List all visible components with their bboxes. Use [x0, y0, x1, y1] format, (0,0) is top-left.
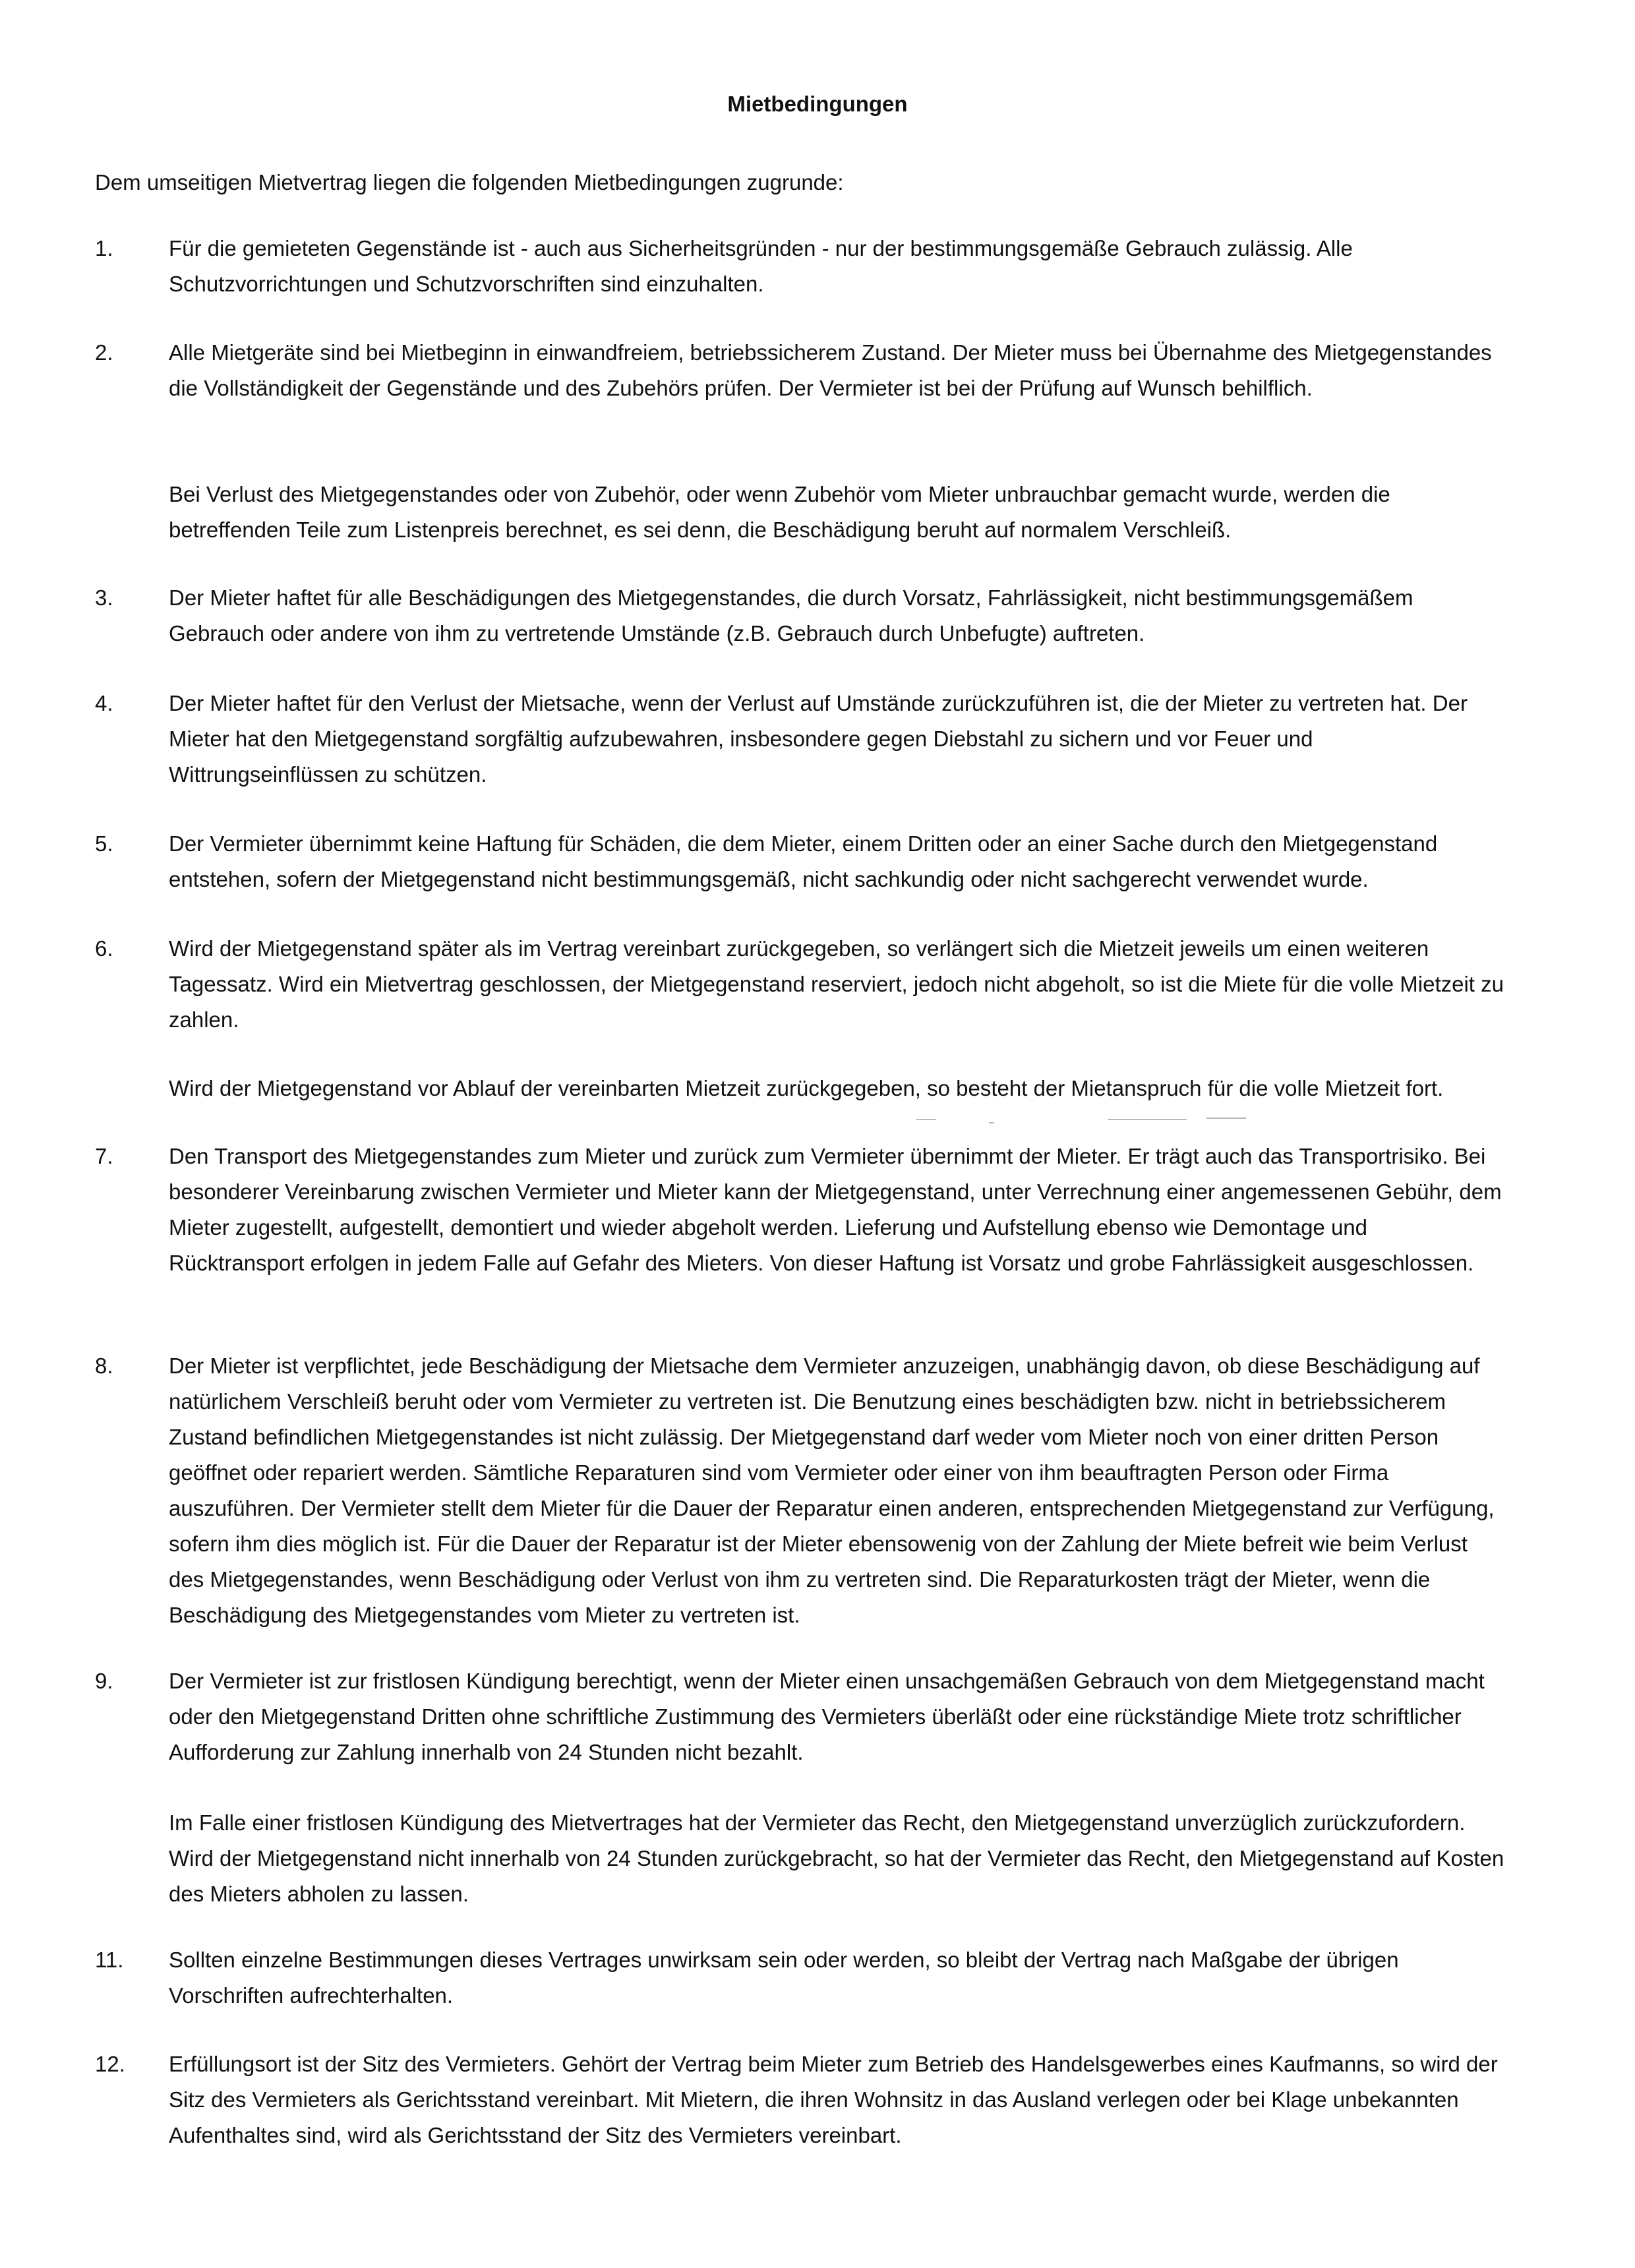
clause-paragraph: Der Mieter ist verpflichtet, jede Beschädigung der Mietsache dem Vermieter anzuzeigen, unabhängig davon, ob diese Beschädigung auf natürlichem Verschleiß beruht oder vom Vermieter zu vertreten ist. Die Benutzung eines beschädigten bzw. nicht in betriebssicherem Zustand befindlichen Mietgegenstandes ist nicht zulässig. Der Mietgegenstand darf weder vom Mieter noch von einer dritten Person geöffnet oder repariert werden. Sämtliche Reparaturen sind vom Vermieter oder einer von ihm beauftragten Person oder Firma auszuführen. Der Vermieter stellt dem Mieter für die Dauer der Reparatur einen anderen, entsprechenden Mietgegenstand zur Verfügung, sofern ihm dies möglich ist. Für die Dauer der Reparatur ist der Mieter ebensowenig von der Zahlung der Miete befreit wie beim Verlust des Mietgegenstandes, wenn Beschädigung oder Verlust von ihm zu vertreten sind. Die Reparaturkosten trägt der Mieter, wenn die Beschädigung des Mietgegenstandes vom Mieter zu vertreten ist. — [169, 1354, 1495, 1627]
clause-number: 5. — [95, 831, 113, 856]
clause-number: 12. — [95, 2052, 125, 2076]
clause-number: 3. — [95, 585, 113, 610]
clause-paragraph: Der Vermieter ist zur fristlosen Kündigung berechtigt, wenn der Mieter einen unsachgemäßen Gebrauch von dem Mietgegenstand macht oder den Mietgegenstand Dritten ohne schriftliche Zustimmung des Vermieters überläßt oder eine rückständige Miete trotz schriftlicher Aufforderung zur Zahlung innerhalb von 24 Stunden nicht bezahlt. — [169, 1669, 1485, 1764]
clause-paragraph: Im Falle einer fristlosen Kündigung des Mietvertrages hat der Vermieter das Recht, den Mietgegenstand unverzüglich zurückzufordern. Wird der Mietgegenstand nicht innerhalb von 24 Stunden zurückgebracht, so hat der Vermieter das Recht, den Mietgegenstand auf Kosten des Mieters abholen zu lassen. — [169, 1810, 1504, 1906]
scan-artifact — [1206, 1118, 1246, 1119]
clause-number: 7. — [95, 1144, 113, 1168]
scan-artifact — [1108, 1119, 1187, 1120]
scan-artifact — [916, 1119, 936, 1120]
clause-paragraph: Alle Mietgeräte sind bei Mietbeginn in einwandfreiem, betriebssicherem Zustand. Der Mieter muss bei Übernahme des Mietgegenstandes die Vollständigkeit der Gegenstände und des Zubehörs prüfen. Der Vermieter ist bei der Prüfung auf Wunsch behilflich. — [169, 340, 1492, 400]
clause-paragraph: Bei Verlust des Mietgegenstandes oder von Zubehör, oder wenn Zubehör vom Mieter unbrauchbar gemacht wurde, werden die betreffenden Teile zum Listenpreis berechnet, es sei denn, die Beschädigung beruht auf normalem Verschleiß. — [169, 482, 1390, 542]
clause-number: 6. — [95, 936, 113, 961]
document-title: Mietbedingungen — [727, 92, 908, 116]
clause-number: 11. — [95, 1948, 124, 1972]
clause-paragraph: Den Transport des Mietgegenstandes zum Mieter und zurück zum Vermieter übernimmt der Mieter. Er trägt auch das Transportrisiko. Bei besonderer Vereinbarung zwischen Vermieter und Mieter kann der Mietgegenstand, unter Verrechnung einer angemessenen Gebühr, dem Mieter zugestellt, aufgestellt, demontiert und wieder abgeholt werden. Lieferung und Aufstellung ebenso wie Demontage und Rücktransport erfolgen in jedem Falle auf Gefahr des Mieters. Von dieser Haftung ist Vorsatz und grobe Fahrlässigkeit ausgeschlossen. — [169, 1144, 1502, 1275]
document-intro: Dem umseitigen Mietvertrag liegen die folgenden Mietbedingungen zugrunde: — [95, 170, 844, 194]
clause-number: 8. — [95, 1354, 113, 1378]
clause-paragraph: Sollten einzelne Bestimmungen dieses Vertrages unwirksam sein oder werden, so bleibt der Vertrag nach Maßgabe der übrigen Vorschriften aufrechterhalten. — [169, 1948, 1399, 2008]
clause-number: 4. — [95, 691, 113, 715]
clause-paragraph: Der Vermieter übernimmt keine Haftung für Schäden, die dem Mieter, einem Dritten oder an einer Sache durch den Mietgegenstand entstehen, sofern der Mietgegenstand nicht bestimmungsgemäß, nicht sachkundig oder nicht sachgerecht verwendet wurde. — [169, 831, 1438, 891]
clause-paragraph: Der Mieter haftet für den Verlust der Mietsache, wenn der Verlust auf Umstände zurückzuführen ist, die der Mieter zu vertreten hat. Der Mieter hat den Mietgegenstand sorgfältig aufzubewahren, insbesondere gegen Diebstahl zu sichern und vor Feuer und Wittrungseinflüssen zu schützen. — [169, 691, 1468, 787]
clause-paragraph: Erfüllungsort ist der Sitz des Vermieters. Gehört der Vertrag beim Mieter zum Betrieb des Handelsgewerbes eines Kaufmanns, so wird der Sitz des Vermieters als Gerichtsstand vereinbart. Mit Mietern, die ihren Wohnsitz in das Ausland verlegen oder bei Klage unbekannten Aufenthaltes sind, wird als Gerichtsstand der Sitz des Vermieters vereinbart. — [169, 2052, 1498, 2147]
clause-paragraph: Für die gemieteten Gegenstände ist - auch aus Sicherheitsgründen - nur der bestimmungsgemäße Gebrauch zulässig. Alle Schutzvorrichtungen und Schutzvorschriften sind einzuhalten. — [169, 236, 1353, 296]
clause-paragraph: Wird der Mietgegenstand später als im Vertrag vereinbart zurückgegeben, so verlängert sich die Mietzeit jeweils um einen weiteren Tagessatz. Wird ein Mietvertrag geschlossen, der Mietgegenstand reserviert, jedoch nicht abgeholt, so ist die Miete für die volle Mietzeit zu zahlen. — [169, 936, 1504, 1032]
clause-number: 9. — [95, 1669, 113, 1693]
scan-artifact — [989, 1122, 994, 1123]
clause-number: 2. — [95, 340, 113, 365]
clause-paragraph: Wird der Mietgegenstand vor Ablauf der vereinbarten Mietzeit zurückgegeben, so besteht der Mietanspruch für die volle Mietzeit fort. — [169, 1076, 1444, 1100]
clause-number: 1. — [95, 236, 113, 260]
clause-paragraph: Der Mieter haftet für alle Beschädigungen des Mietgegenstandes, die durch Vorsatz, Fahrlässigkeit, nicht bestimmungsgemäßem Gebrauch oder andere von ihm zu vertretende Umstände (z.B. Gebrauch durch Unbefugte) auftreten. — [169, 585, 1413, 645]
